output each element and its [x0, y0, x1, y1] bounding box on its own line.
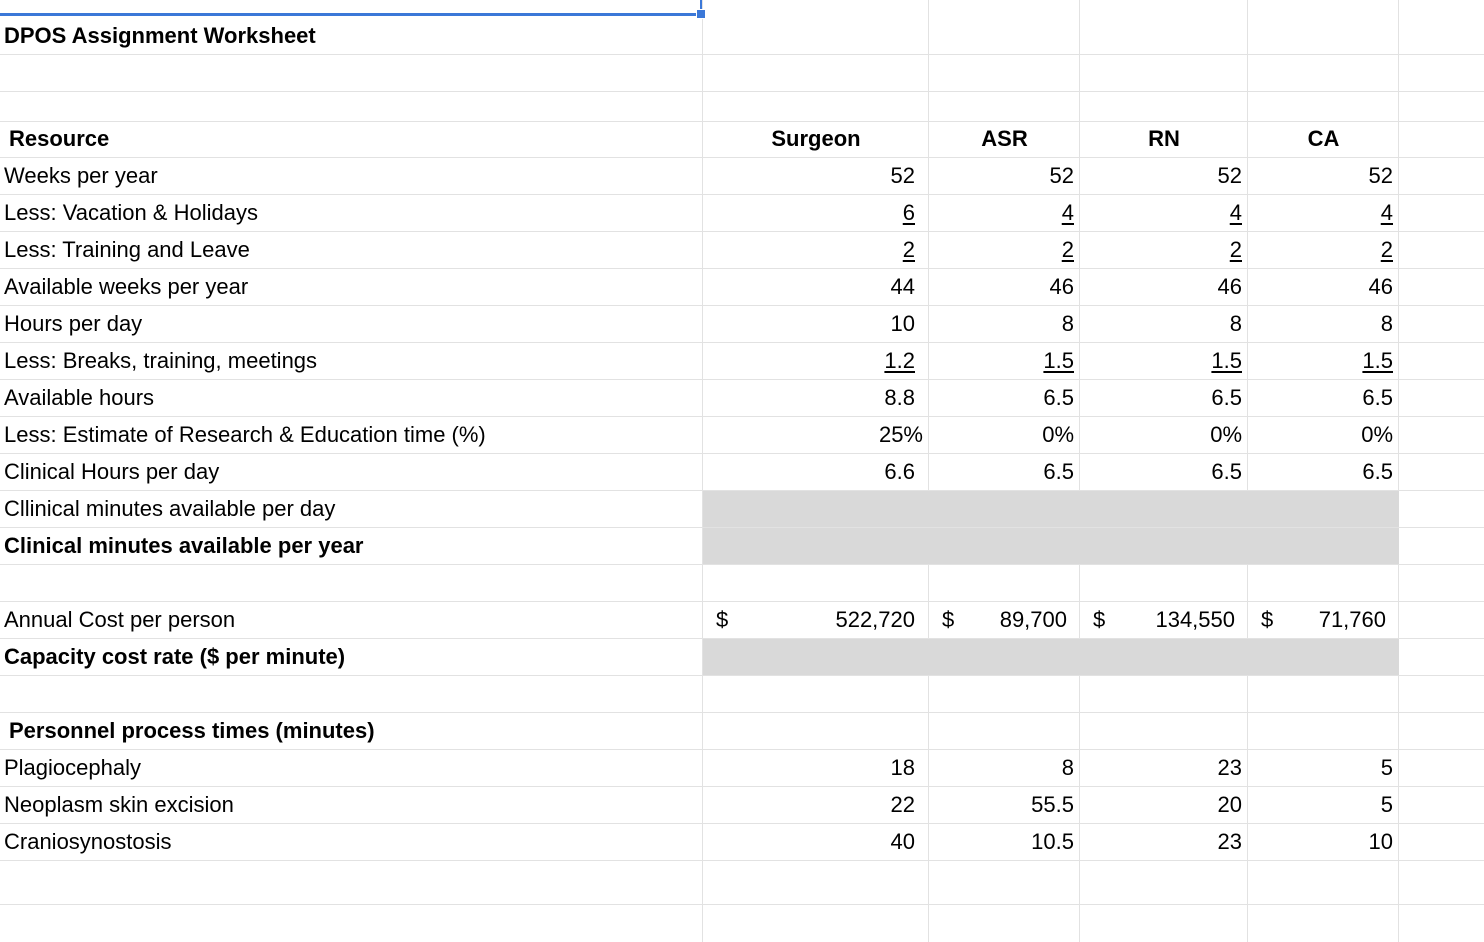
cell-rn[interactable]: 20 [1217, 792, 1242, 817]
row-research[interactable] [0, 417, 1484, 454]
cell-asr[interactable] [929, 232, 1074, 268]
cell-asr[interactable] [929, 195, 1074, 231]
cell-rn[interactable]: 6.5 [1211, 385, 1242, 410]
cell-surgeon[interactable]: 10 [890, 311, 915, 336]
cell-rn[interactable]: 23 [1217, 755, 1242, 780]
cell-value: 6 [902, 200, 915, 225]
row-process-item[interactable] [0, 824, 1484, 861]
cell-asr[interactable]: 8 [1061, 311, 1074, 336]
cell-ca[interactable]: 0% [1361, 422, 1393, 447]
cell-ca[interactable] [1248, 232, 1393, 268]
row-label[interactable]: Cllinical minutes available per day [4, 496, 336, 521]
cell-rn[interactable]: 134,550 [1155, 607, 1235, 632]
cell-ca[interactable]: 46 [1368, 274, 1393, 299]
cell-ca[interactable]: 52 [1368, 163, 1393, 188]
row-empty[interactable] [0, 55, 1484, 92]
cell-rn[interactable]: 52 [1217, 163, 1242, 188]
cell-rn[interactable] [1080, 195, 1242, 231]
cell-rn[interactable]: 6.5 [1211, 459, 1242, 484]
cell-rn[interactable] [1080, 343, 1242, 379]
cell-surgeon[interactable]: 8.8 [884, 385, 915, 410]
header-asr[interactable]: ASR [981, 126, 1028, 151]
cell-surgeon[interactable]: 522,720 [835, 607, 915, 632]
row-label[interactable]: Less: Training and Leave [4, 237, 250, 262]
cell-value: 2 [1229, 237, 1242, 262]
cell-asr[interactable]: 6.5 [1043, 459, 1074, 484]
row-label[interactable]: Less: Breaks, training, meetings [4, 348, 318, 373]
header-surgeon[interactable]: Surgeon [771, 126, 861, 151]
cell-value: 1.5 [1043, 348, 1074, 373]
row-empty[interactable] [0, 92, 1484, 122]
cell-ca[interactable]: 71,760 [1318, 607, 1386, 632]
row-empty[interactable] [0, 861, 1484, 905]
cell-asr[interactable]: 6.5 [1043, 385, 1074, 410]
currency-symbol: $ [1261, 607, 1274, 632]
cell-asr[interactable]: 52 [1049, 163, 1074, 188]
row-available-hours[interactable] [0, 380, 1484, 417]
cell-value: 2 [1061, 237, 1074, 262]
cell-asr[interactable]: 46 [1049, 274, 1074, 299]
cell-surgeon[interactable] [703, 195, 915, 231]
cell-ca[interactable]: 6.5 [1362, 459, 1393, 484]
row-label[interactable]: Clinical minutes available per year [4, 533, 364, 558]
row-label[interactable]: Weeks per year [4, 163, 158, 188]
cell-surgeon[interactable]: 44 [890, 274, 915, 299]
row-annual-cost[interactable] [0, 602, 1484, 639]
row-available-weeks[interactable] [0, 269, 1484, 306]
cell-value: 4 [1229, 200, 1242, 225]
row-weeks-per-year[interactable] [0, 158, 1484, 195]
cell-asr[interactable]: 89,700 [999, 607, 1067, 632]
header-rn[interactable]: RN [1148, 126, 1180, 151]
row-title[interactable] [0, 18, 1484, 55]
row-process-heading[interactable] [0, 713, 1484, 750]
row-headers[interactable] [0, 121, 1484, 158]
cell-surgeon[interactable] [703, 343, 915, 379]
row-process-item[interactable] [0, 750, 1484, 787]
cell-ca[interactable]: 5 [1380, 755, 1393, 780]
cell-rn[interactable]: 8 [1229, 311, 1242, 336]
cell-surgeon[interactable] [703, 232, 915, 268]
cell-ca[interactable]: 10 [1368, 829, 1393, 854]
row-capacity-cost-rate[interactable] [0, 639, 1484, 676]
cell-surgeon[interactable]: 52 [890, 163, 915, 188]
row-vacation[interactable] [0, 195, 1484, 232]
cell-surgeon[interactable]: 6.6 [884, 459, 915, 484]
cell-value: 4 [1061, 200, 1074, 225]
header-ca[interactable]: CA [1307, 126, 1340, 151]
cell-value: 1.5 [1211, 348, 1242, 373]
row-label[interactable]: Capacity cost rate ($ per minute) [4, 644, 346, 669]
row-process-item[interactable] [0, 787, 1484, 824]
cell-asr[interactable]: 55.5 [1031, 792, 1074, 817]
cell-ca[interactable]: 5 [1380, 792, 1393, 817]
cell-asr[interactable]: 10.5 [1031, 829, 1074, 854]
cell-ca[interactable] [1248, 195, 1393, 231]
sheet-title[interactable]: DPOS Assignment Worksheet [4, 23, 316, 48]
row-clinical-minutes-day[interactable] [0, 491, 1484, 528]
cell-value: 1.2 [884, 348, 915, 373]
cell-value: 1.5 [1362, 348, 1393, 373]
row-label[interactable]: Plagiocephaly [4, 755, 141, 780]
row-label[interactable]: Craniosynostosis [4, 829, 172, 854]
row-hours-per-day[interactable] [0, 306, 1484, 343]
cell-ca[interactable]: 8 [1380, 311, 1393, 336]
row-clinical-minutes-year[interactable] [0, 528, 1484, 565]
cell-asr[interactable] [929, 343, 1074, 379]
row-label[interactable]: Annual Cost per person [4, 607, 236, 632]
row-label[interactable]: Available hours [4, 385, 155, 410]
cell-value: 2 [1380, 237, 1393, 262]
row-training[interactable] [0, 232, 1484, 269]
cell-surgeon[interactable]: 22 [890, 792, 915, 817]
row-label[interactable]: Less: Estimate of Research & Education time (%) [4, 422, 486, 447]
cell-rn[interactable] [1080, 232, 1242, 268]
row-label[interactable]: Less: Vacation & Holidays [4, 200, 258, 225]
cell-value: 4 [1380, 200, 1393, 225]
cell-rn[interactable]: 0% [1210, 422, 1242, 447]
row-label[interactable]: Clinical Hours per day [4, 459, 220, 484]
cell-ca[interactable]: 6.5 [1362, 385, 1393, 410]
currency-symbol: $ [1093, 607, 1106, 632]
cell-asr[interactable]: 8 [1061, 755, 1074, 780]
cell-surgeon[interactable]: 18 [890, 755, 915, 780]
cell-surgeon[interactable]: 25% [878, 422, 923, 447]
cell-value: 2 [902, 237, 915, 262]
cell-ca[interactable] [1248, 343, 1393, 379]
cell-rn[interactable]: 46 [1217, 274, 1242, 299]
row-label[interactable]: Available weeks per year [4, 274, 249, 299]
cell-selection-border [0, 13, 700, 16]
row-empty[interactable] [0, 676, 1484, 713]
row-clinical-hours[interactable] [0, 454, 1484, 491]
currency-symbol: $ [716, 607, 729, 632]
header-resource[interactable]: Resource [9, 126, 110, 151]
cell-surgeon[interactable]: 40 [890, 829, 915, 854]
row-breaks[interactable] [0, 343, 1484, 380]
row-empty[interactable] [0, 565, 1484, 602]
row-label[interactable]: Neoplasm skin excision [4, 792, 234, 817]
cell-rn[interactable]: 23 [1217, 829, 1242, 854]
row-label[interactable]: Hours per day [4, 311, 143, 336]
process-heading[interactable]: Personnel process times (minutes) [9, 718, 375, 743]
cell-asr[interactable]: 0% [1042, 422, 1074, 447]
currency-symbol: $ [942, 607, 955, 632]
